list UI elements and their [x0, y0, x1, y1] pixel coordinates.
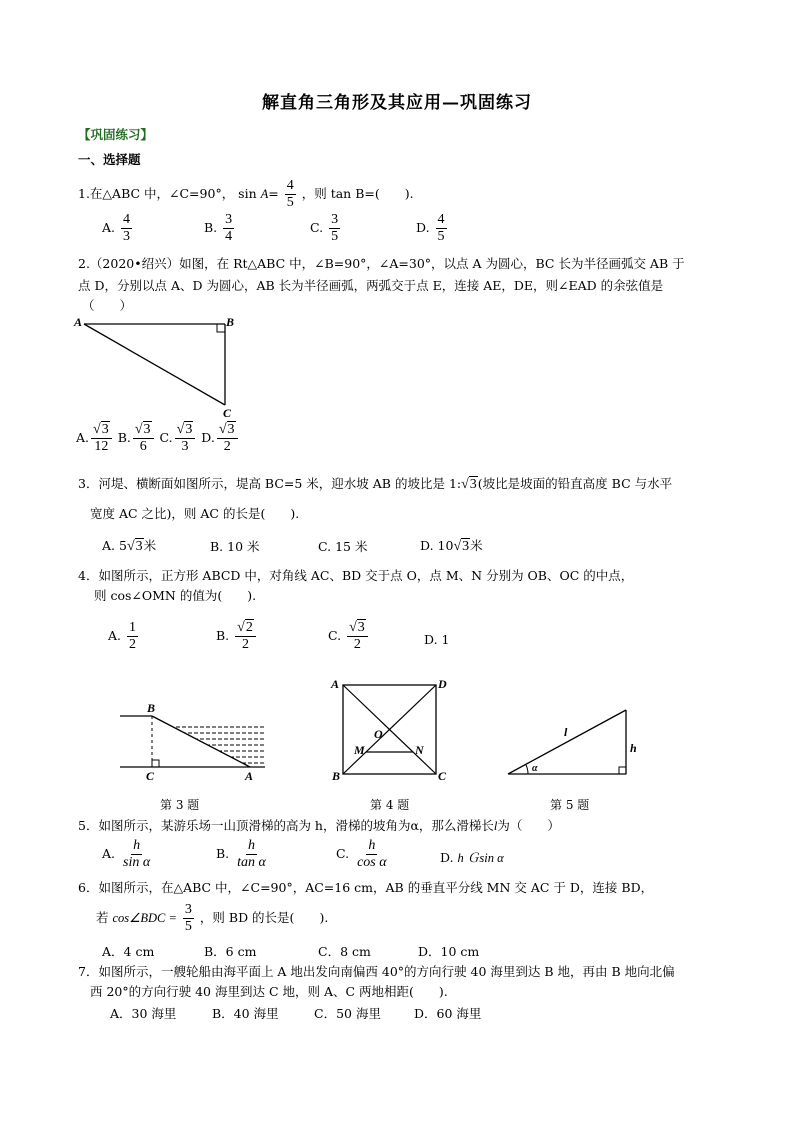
question-7-line-2: 西 20°的方向行驶 40 海里到达 C 地，则 A、C 两地相距( ). [90, 984, 448, 999]
frac-num [347, 620, 368, 637]
label-b: B [147, 701, 156, 715]
option-fraction [329, 212, 340, 245]
question-4-line-2: 则 cos∠OMN 的值为( ). [94, 588, 257, 603]
option-label: B. [117, 430, 131, 445]
label-l: l [564, 725, 568, 739]
frac-num: h [368, 838, 376, 853]
label-b: B [226, 315, 235, 329]
q4-option-b[interactable] [216, 620, 258, 653]
option-label: D. [424, 632, 438, 647]
q3-text-a: 3．河堤、横断面如图所示，堤高 BC=5 米，迎水坡 AB 的坡比是 1: [78, 476, 462, 491]
frac-den: 3 [181, 439, 189, 454]
q6-option-b[interactable]: B．6 cm [204, 944, 257, 959]
q5-option-c[interactable] [336, 838, 391, 871]
q7-option-d[interactable]: D．60 海里 [414, 1006, 482, 1021]
option-coef: 10 [437, 538, 454, 553]
q5-var: l [493, 819, 498, 833]
question-6-line-2 [96, 902, 328, 935]
sqrt: √3 [461, 477, 477, 492]
frac-num: 3 [184, 902, 192, 917]
frac-den: 2 [129, 637, 136, 652]
option-label: A. [102, 538, 116, 553]
option-label: C. [310, 220, 324, 235]
option-label: A. [102, 220, 116, 235]
q1-text-a: 1.在△ABC 中，∠C=90°， sin [78, 186, 257, 201]
label-a: A [245, 769, 254, 783]
option-label: C. [328, 628, 342, 643]
q5-text-a: 5．如图所示，某游乐场一山顶滑梯的高为 h，滑梯的坡角为α，那么滑梯长 [78, 818, 494, 833]
page-title: 解直角三角形及其应用—巩固练习 [262, 93, 532, 113]
frac-den: tan α [237, 855, 266, 870]
q1-fraction [285, 178, 296, 211]
frac-den: 2 [223, 439, 231, 454]
option-label: B. [210, 539, 224, 554]
sqrt: √3 [134, 422, 151, 437]
sqrt: √3 [349, 620, 365, 635]
q5-text-b: 为（ ） [497, 818, 560, 833]
frac-den: 2 [242, 637, 249, 652]
sqrt: √3 [93, 422, 109, 437]
question-2-options [76, 422, 240, 455]
angle-arc [526, 765, 528, 774]
radicand: 3 [469, 477, 477, 492]
option-label: C. [336, 846, 350, 861]
segment-ac [84, 324, 225, 405]
radicand: 3 [357, 620, 365, 635]
q6-fraction [183, 902, 194, 935]
q2-option-a[interactable] [76, 422, 114, 455]
figure-3-embankment [110, 700, 280, 785]
option-label: A. [102, 846, 116, 861]
option-fraction [121, 212, 132, 245]
option-label: A. [108, 628, 122, 643]
frac-den: 5 [331, 229, 339, 244]
label-d: D [438, 677, 447, 691]
label-n: N [415, 743, 424, 757]
option-fraction [121, 838, 152, 871]
sqrt: √3 [453, 539, 470, 554]
option-text: 1 [441, 632, 450, 647]
option-fraction [347, 620, 368, 653]
label-alpha: α [532, 763, 538, 774]
q3-option-c[interactable] [318, 537, 367, 555]
label-b: B [332, 769, 341, 783]
q4-option-a[interactable] [108, 620, 140, 653]
frac-num: 3 [225, 212, 233, 227]
option-fraction [235, 620, 256, 653]
question-7-line-1: 7．如图所示，一艘轮船由海平面上 A 地出发向南偏西 40°的方向行驶 40 海里到达 B 地，再由 B 地向北偏 [78, 964, 675, 979]
q2-option-d[interactable] [201, 422, 239, 455]
sqrt: √3 [126, 539, 143, 554]
q1-frac-den: 5 [286, 195, 294, 210]
radicand: 2 [245, 620, 253, 635]
question-6-line-1: 6．如图所示，在△ABC 中，∠C=90°，AC=16 cm，AB 的垂直平分线 MN 交 AC 于 D，连接 BD， [78, 880, 654, 895]
q3-option-d[interactable] [420, 536, 483, 555]
question-1-option-c[interactable] [310, 212, 342, 245]
label-c: C [223, 406, 232, 420]
radicand: 3 [185, 422, 193, 437]
option-label: C. [318, 539, 332, 554]
section-tag: 【巩固练习】 [78, 127, 154, 142]
q3-option-a[interactable] [102, 536, 156, 555]
question-2-line-2: 点 D，分别以点 A、D 为圆心，AB 长为半径画弧，两弧交于点 E，连接 AE，DE，则∠EAD 的余弦值是 [78, 278, 664, 293]
sqrt: √2 [237, 620, 253, 635]
frac-num: 3 [331, 212, 339, 227]
option-label: D. [201, 430, 215, 445]
figure-4-caption: 第 4 题 [370, 798, 410, 812]
question-1-option-b[interactable] [204, 212, 236, 245]
q3-option-b[interactable] [210, 537, 260, 555]
label-c: C [146, 769, 155, 783]
option-unit: 米 [470, 538, 483, 553]
radicand: 3 [135, 539, 143, 554]
option-coef: 5 [119, 538, 127, 553]
right-angle-mark [619, 767, 626, 774]
figure-4-square [326, 676, 456, 786]
frac-den: 5 [437, 229, 445, 244]
option-fraction [91, 422, 112, 455]
option-fraction [127, 620, 138, 653]
q5-option-a[interactable] [102, 838, 154, 871]
label-a: A [331, 677, 340, 691]
section-heading: 一、选择题 [78, 152, 141, 167]
question-1-option-a[interactable] [102, 212, 134, 245]
option-fraction [217, 422, 238, 455]
question-3-line-1 [78, 474, 672, 495]
option-fraction [223, 212, 234, 245]
q1-text-b: ，则 tan B=( ). [301, 186, 414, 201]
q2-option-b[interactable] [118, 422, 156, 455]
frac-den: 2 [353, 637, 361, 652]
sqrt: √3 [176, 422, 193, 437]
option-text: h Ｇsin α [457, 851, 504, 865]
slope-ab [152, 716, 250, 767]
frac-den: sin α [123, 855, 151, 870]
q6-option-c[interactable]: C．8 cm [318, 944, 371, 959]
figure-5-slide [500, 700, 650, 785]
right-angle-mark [152, 760, 159, 767]
figure-5-caption: 第 5 题 [550, 798, 590, 812]
question-4-line-1: 4．如图所示，正方形 ABCD 中，对角线 AC、BD 交于点 O，点 M、N 分别为 OB、OC 的中点， [78, 568, 634, 583]
radicand: 3 [462, 539, 470, 554]
option-label: B. [204, 220, 218, 235]
q3-text-b: (坡比是坡面的铅直高度 BC 与水平 [477, 476, 673, 491]
q5-option-d[interactable] [440, 848, 504, 866]
frac-num: 4 [437, 212, 445, 227]
option-label: B. [216, 846, 230, 861]
frac-num: h [248, 838, 256, 853]
frac-num [133, 422, 154, 439]
q7-option-b[interactable]: B．40 海里 [212, 1006, 279, 1021]
right-angle-mark [217, 324, 225, 332]
q6-option-d[interactable]: D．10 cm [418, 944, 480, 959]
q1-eq: = [268, 186, 279, 201]
q7-option-c[interactable]: C．50 海里 [314, 1006, 381, 1021]
frac-num: 4 [123, 212, 130, 227]
option-label: C. [159, 430, 173, 445]
frac-num [175, 422, 196, 439]
q1-frac-num: 4 [286, 178, 294, 193]
option-label: D. [440, 850, 454, 865]
option-text: 15 米 [335, 539, 368, 554]
question-5-line-1 [78, 816, 560, 836]
frac-den: cos α [357, 855, 387, 870]
frac-den: 12 [94, 439, 109, 454]
sqrt: √3 [218, 422, 235, 437]
frac-den: 6 [139, 439, 147, 454]
radicand: 3 [227, 422, 235, 437]
option-text: 10 米 [227, 539, 260, 554]
label-o: O [374, 727, 383, 741]
option-fraction [436, 212, 447, 245]
q6-text-a: 若 [96, 910, 109, 925]
option-fraction [133, 422, 154, 455]
q7-option-a[interactable]: A．30 海里 [110, 1006, 177, 1021]
q6-text-b: ，则 BD 的长是( ). [199, 910, 329, 925]
question-2-line-1: 2.（2020•绍兴）如图，在 Rt△ABC 中，∠B=90°，∠A=30°，以点 A 为圆心，BC 长为半径画弧交 AB 于 [78, 256, 685, 271]
frac-den: 4 [225, 229, 233, 244]
q6-option-a[interactable]: A．4 cm [102, 944, 155, 959]
option-label: D. [416, 220, 430, 235]
frac-num: 1 [129, 620, 136, 635]
option-fraction [175, 422, 196, 455]
option-fraction [355, 838, 389, 871]
option-label: A. [76, 430, 90, 445]
q2-option-c[interactable] [160, 422, 198, 455]
q1-var: A [260, 187, 269, 201]
frac-num: h [133, 838, 141, 853]
figure-3-caption: 第 3 题 [160, 798, 200, 812]
frac-den: 3 [123, 229, 130, 244]
option-fraction [235, 838, 268, 871]
q6-cos: cos∠BDC = [112, 911, 177, 925]
radicand: 3 [143, 422, 151, 437]
option-label: D. [420, 538, 434, 553]
q4-option-d[interactable] [424, 632, 450, 647]
label-c: C [438, 769, 447, 783]
q4-option-c[interactable] [328, 620, 370, 653]
label-m: M [354, 743, 365, 757]
question-2-figure [70, 312, 250, 422]
frac-num [235, 620, 256, 637]
slide-l [508, 710, 626, 774]
question-1-stem [78, 178, 414, 211]
frac-num [217, 422, 238, 439]
label-a: A [74, 315, 83, 329]
label-h: h [630, 741, 637, 755]
option-label: B. [216, 628, 230, 643]
question-3-line-2: 宽度 AC 之比)，则 AC 的长是( ). [90, 506, 300, 521]
frac-num [91, 422, 112, 439]
frac-den: 5 [184, 919, 192, 934]
question-1-option-d[interactable] [416, 212, 449, 245]
option-unit: 米 [143, 538, 157, 553]
radicand: 3 [101, 422, 109, 437]
q5-option-b[interactable] [216, 838, 270, 871]
question-2-line-3: （ ） [82, 298, 133, 313]
